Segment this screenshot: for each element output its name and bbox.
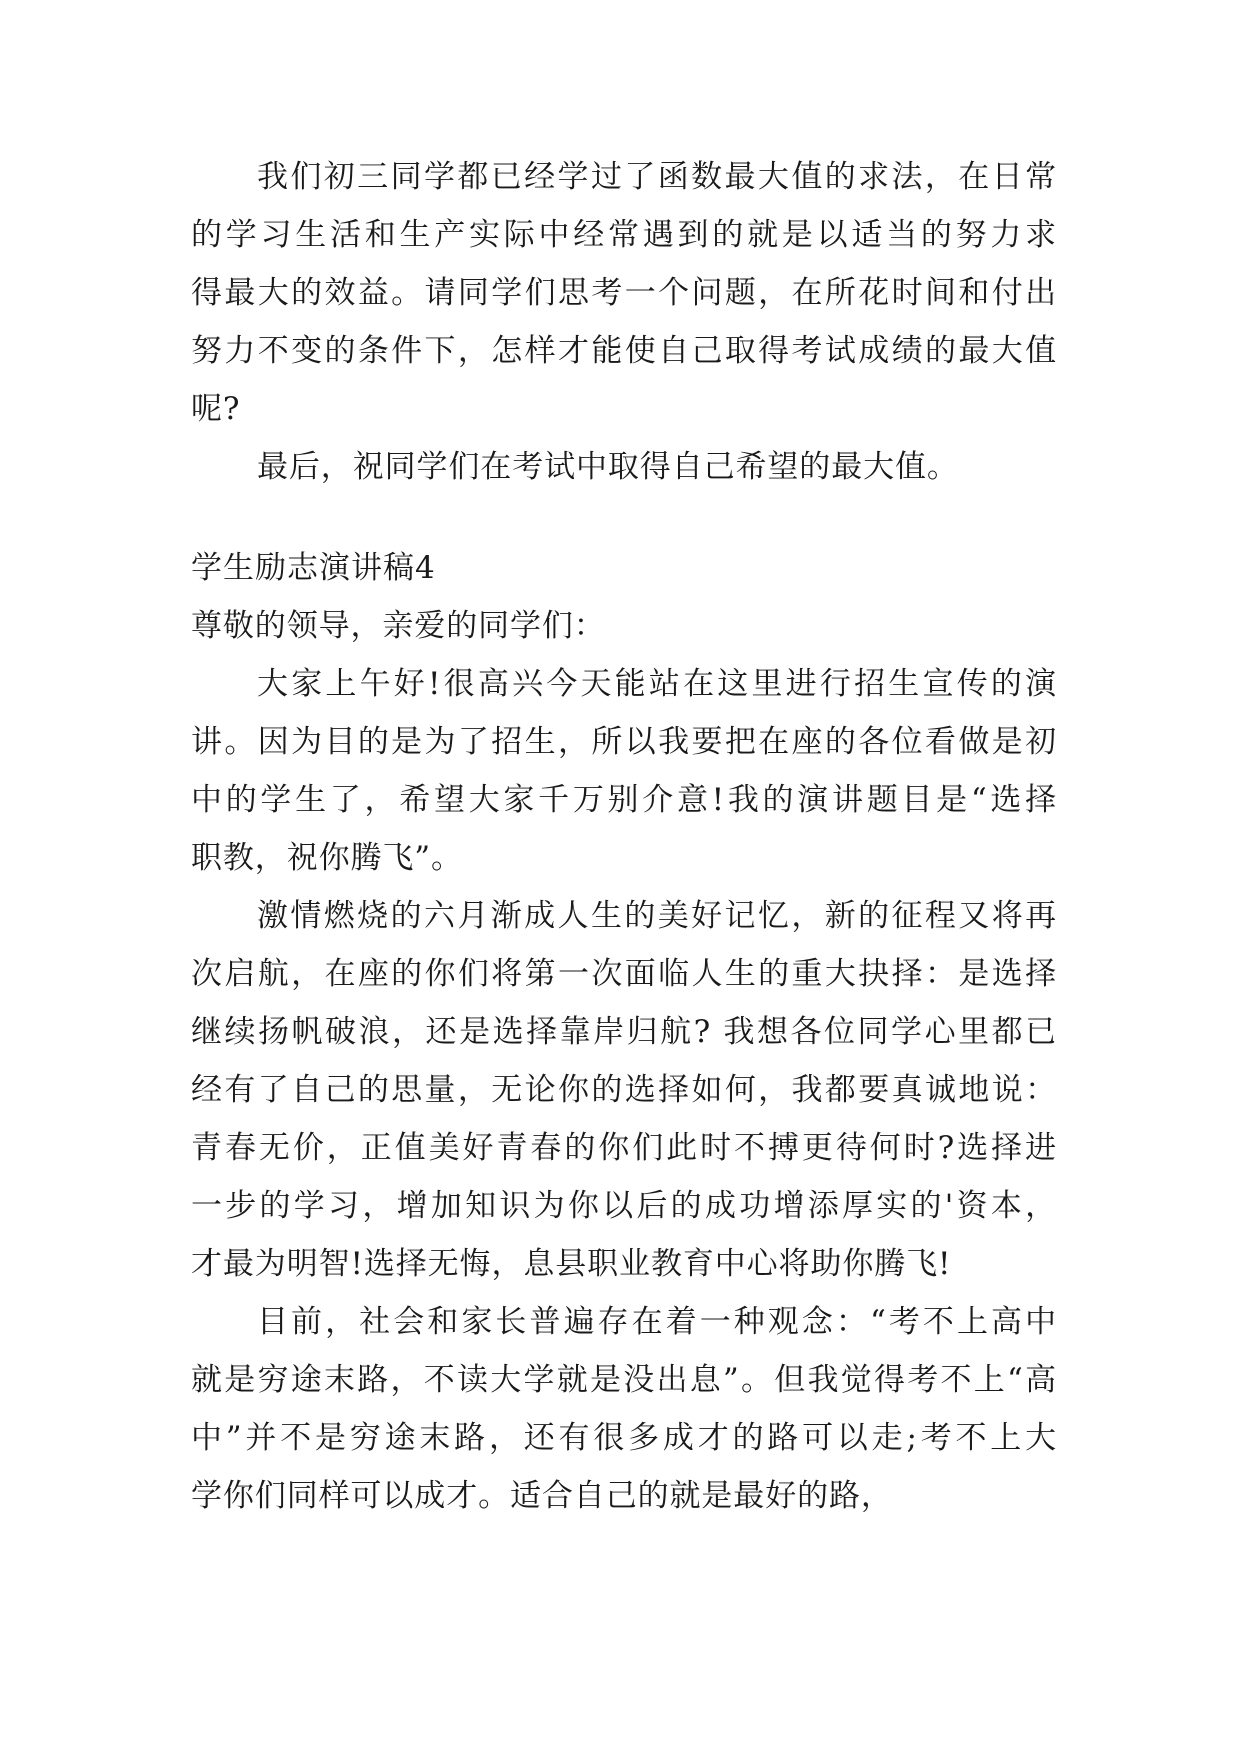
section-heading: 学生励志演讲稿4 bbox=[191, 550, 436, 586]
text-line: 继续扬帆破浪，还是选择靠岸归航? 我想各位同学心里都已 bbox=[191, 1014, 1057, 1050]
text-line: 次启航，在座的你们将第一次面临人生的重大抉择：是选择 bbox=[191, 956, 1057, 992]
text-line: 就是穷途末路，不读大学就是没出息”。但我觉得考不上“高 bbox=[191, 1362, 1057, 1398]
text-line: 中的学生了，希望大家千万别介意!我的演讲题目是“选择 bbox=[191, 782, 1057, 818]
text-line: 才最为明智!选择无悔，息县职业教育中心将助你腾飞! bbox=[191, 1246, 952, 1282]
text-line: 大家上午好!很高兴今天能站在这里进行招生宣传的演 bbox=[257, 666, 1057, 702]
text-line: 学你们同样可以成才。适合自己的就是最好的路， bbox=[191, 1478, 893, 1514]
text-line: 得最大的效益。请同学们思考一个问题，在所花时间和付出 bbox=[191, 275, 1057, 311]
text-line: 呢? bbox=[191, 391, 241, 427]
text-line: 中”并不是穷途末路，还有很多成才的路可以走;考不上大 bbox=[191, 1420, 1057, 1456]
salutation: 尊敬的领导，亲爱的同学们： bbox=[191, 608, 606, 644]
text-line: 的学习生活和生产实际中经常遇到的就是以适当的努力求 bbox=[191, 217, 1057, 253]
text-line: 最后，祝同学们在考试中取得自己希望的最大值。 bbox=[257, 449, 959, 485]
text-line: 努力不变的条件下，怎样才能使自己取得考试成绩的最大值 bbox=[191, 333, 1057, 369]
text-line: 青春无价，正值美好青春的你们此时不搏更待何时?选择进 bbox=[191, 1130, 1057, 1166]
text-line: 职教，祝你腾飞”。 bbox=[191, 840, 463, 876]
text-line: 我们初三同学都已经学过了函数最大值的求法，在日常 bbox=[257, 159, 1057, 195]
text-line: 一步的学习，增加知识为你以后的成功增添厚实的'资本， bbox=[191, 1188, 1057, 1224]
text-line: 激情燃烧的六月渐成人生的美好记忆，新的征程又将再 bbox=[257, 898, 1057, 934]
text-line: 目前，社会和家长普遍存在着一种观念：“考不上高中 bbox=[257, 1304, 1057, 1340]
text-line: 讲。因为目的是为了招生，所以我要把在座的各位看做是初 bbox=[191, 724, 1057, 760]
text-line: 经有了自己的思量，无论你的选择如何，我都要真诚地说： bbox=[191, 1072, 1057, 1108]
